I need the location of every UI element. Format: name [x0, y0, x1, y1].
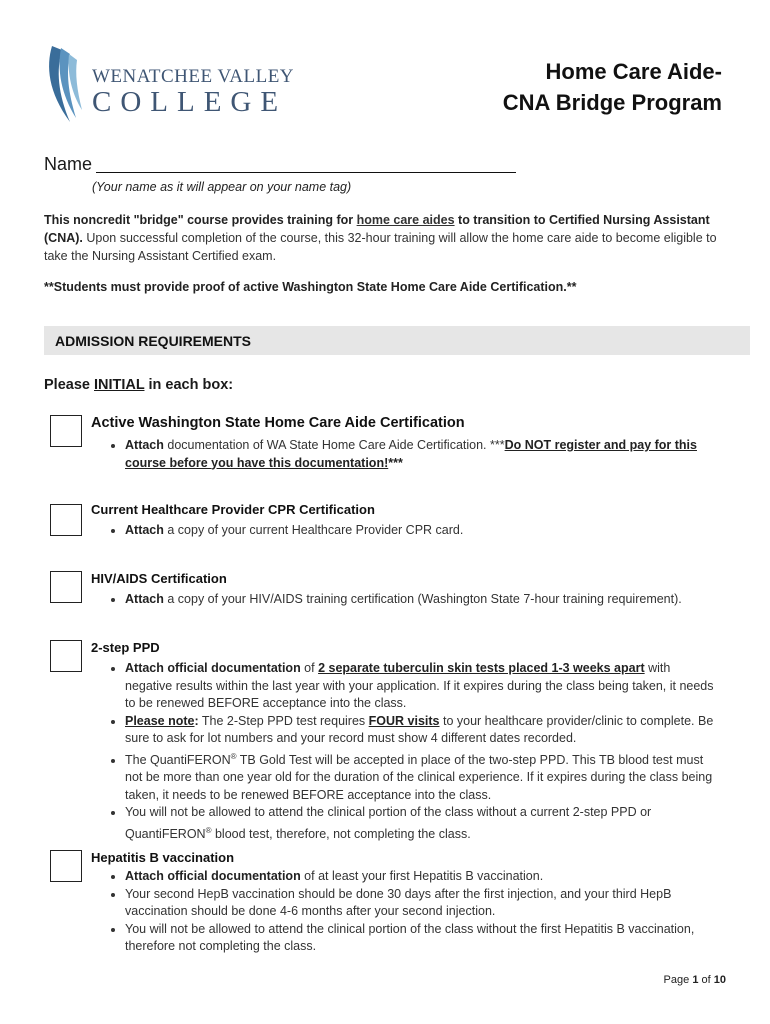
- bullet-bold: :: [194, 713, 199, 728]
- bullet-text-end: ***: [388, 455, 403, 470]
- logo-line2: COLLEGE: [92, 86, 288, 118]
- bullet-item: [125, 660, 715, 713]
- name-label: Name: [44, 154, 93, 174]
- requirement-bullets: [91, 522, 715, 540]
- registered-mark: ®: [205, 825, 212, 835]
- bullet-item: [125, 522, 715, 540]
- bullet-text: a copy of your current Healthcare Provider CPR card.: [163, 523, 464, 537]
- title-line2: CNA Bridge Program: [502, 90, 722, 115]
- bullet-text: The QuantiFERON: [125, 752, 231, 767]
- requirement-bullets: [91, 591, 715, 609]
- intro-bold-end: to transition to Certified Nursing Assistant (CNA).: [44, 213, 710, 245]
- bullet-item: [125, 591, 715, 609]
- document-title: [503, 56, 722, 118]
- initial-instruction: [44, 377, 233, 393]
- requirement-title: Current Healthcare Provider CPR Certification: [91, 502, 375, 517]
- bullet-underlined: Please note: [125, 713, 195, 728]
- initial-checkbox[interactable]: [50, 415, 82, 447]
- intro-underlined: home care aides: [356, 213, 455, 227]
- bullet-text-end: blood test, therefore, not completing the class.: [211, 826, 471, 841]
- bullet-bold: Attach: [125, 592, 164, 606]
- bullet-bold: Attach: [125, 438, 164, 452]
- bullet-item: [125, 713, 715, 748]
- bullet-text: You will not be allowed to attend the clinical portion of the class without a current 2-step PPD or QuantiFERON: [125, 805, 652, 841]
- bullet-underlined-2: FOUR visits: [368, 713, 440, 728]
- bullet-text: The 2-Step PPD test requires: [198, 713, 369, 728]
- registered-mark: ®: [230, 751, 237, 761]
- requirement-title: Active Washington State Home Care Aide Certification: [91, 415, 465, 431]
- bullet-underlined: 2 separate tuberculin skin tests placed 1-3 weeks apart: [318, 661, 645, 675]
- bullet-text: of: [300, 661, 319, 675]
- initial-after: in each box:: [144, 377, 234, 393]
- bullet-text: Your second HepB vaccination should be done 30 days after the first injection, and your third HepB vaccination should be done 4-6 months after your second injection.: [125, 886, 672, 918]
- bullet-bold: Attach official documentation: [125, 661, 301, 675]
- intro-paragraph: [44, 211, 734, 265]
- flame-logo-icon: [44, 44, 92, 124]
- bullet-item: [125, 804, 715, 843]
- requirement-title: HIV/AIDS Certification: [91, 571, 227, 586]
- bullet-item: [125, 886, 715, 921]
- initial-checkbox[interactable]: [50, 571, 82, 603]
- bullet-text-end: with negative results within the last year with your application. If it expires during the class being taken, it needs to be renewed BEFORE acceptance into the class.: [125, 661, 714, 710]
- bullet-underlined: Do NOT register and pay for this course before you have this documentation!: [125, 438, 697, 470]
- bullet-text-end: TB Gold Test will be accepted in place of the two-step PPD. This TB blood test must not be more than one year old for the duration of the clinical experience. If it expires during the class being taken, it needs to be renewed BEFORE acceptance into the class.: [125, 752, 713, 802]
- section-header-bar: [44, 326, 750, 355]
- current-page: 1: [692, 974, 699, 986]
- initial-checkbox[interactable]: [50, 640, 82, 672]
- bullet-text: a copy of your HIV/AIDS training certification (Washington State 7-hour training requirement).: [163, 592, 682, 606]
- bullet-text-end: to your healthcare provider/clinic to complete. Be sure to ask for lot numbers and your record must show 4 different dates recorded.: [125, 713, 714, 745]
- section-title: ADMISSION REQUIREMENTS: [55, 333, 252, 349]
- requirement-bullets: [91, 437, 711, 472]
- initial-checkbox[interactable]: [50, 504, 82, 536]
- college-logo: [44, 44, 304, 124]
- bullet-item: [125, 437, 711, 472]
- page-word: Page: [663, 974, 690, 986]
- intro-rest: Upon successful completion of the course, this 32-hour training will allow the home care aide to become eligible to take the Nursing Assistant Certified exam.: [44, 231, 717, 263]
- requirement-title: 2-step PPD: [91, 640, 160, 655]
- title-line1: Home Care Aide-: [545, 59, 722, 84]
- total-pages: 10: [713, 974, 726, 986]
- bullet-bold: Attach official documentation: [125, 869, 301, 883]
- initial-before: Please: [44, 377, 94, 393]
- name-field[interactable]: [96, 172, 516, 173]
- initial-checkbox[interactable]: [50, 850, 82, 882]
- page-number: [664, 974, 726, 986]
- bullet-bold: Attach: [125, 523, 164, 537]
- requirement-bullets: [91, 660, 715, 843]
- initial-underlined: INITIAL: [94, 377, 145, 393]
- bullet-text: of at least your first Hepatitis B vaccination.: [300, 869, 544, 883]
- requirement-bullets: [91, 868, 715, 956]
- logo-line1: WENATCHEE VALLEY: [92, 66, 295, 87]
- bullet-item: [125, 748, 715, 805]
- name-hint: (Your name as it will appear on your name tag): [92, 180, 352, 194]
- intro-bold-start: This noncredit "bridge" course provides training for: [44, 213, 357, 227]
- certification-notice: **Students must provide proof of active Washington State Home Care Aide Certification.**: [44, 280, 577, 294]
- requirement-title: Hepatitis B vaccination: [91, 850, 235, 865]
- bullet-text: documentation of WA State Home Care Aide Certification. ***: [163, 438, 505, 452]
- of-word: of: [701, 974, 711, 986]
- bullet-item: [125, 868, 715, 886]
- bullet-text: You will not be allowed to attend the clinical portion of the class without the first Hepatitis B vaccination, therefore not completing the class.: [125, 921, 695, 953]
- bullet-item: [125, 921, 715, 956]
